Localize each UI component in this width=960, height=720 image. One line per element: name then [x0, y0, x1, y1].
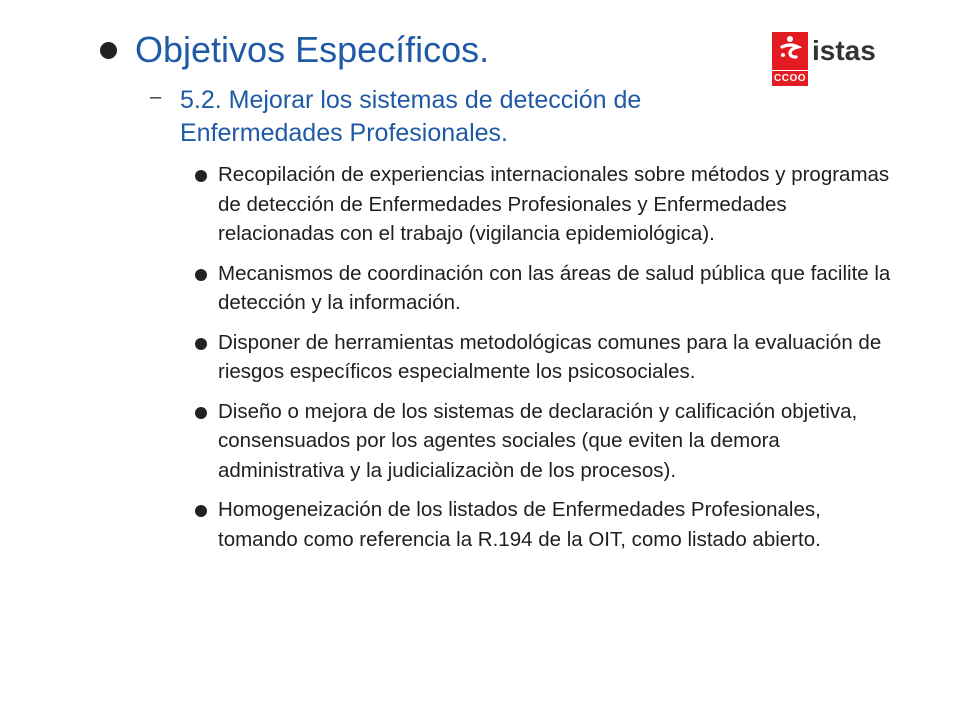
list-item [195, 160, 895, 249]
dash-marker: – [150, 86, 162, 108]
bullet-icon [195, 170, 207, 182]
logo-band-text: CCOO [772, 70, 808, 86]
slide-title: Objetivos Específicos. [135, 29, 490, 70]
bullet-list [195, 160, 895, 564]
istas-logo [772, 32, 884, 86]
list-item-text: Disponer de herramientas metodológicas comunes para la evaluación de riesgos específicos especialmente los psicosociales. [218, 330, 882, 383]
list-item-text: Diseño o mejora de los sistemas de declaración y calificación objetiva, consensuados por los agentes sociales (que eviten la demora administrativa y la judicializaciòn de los procesos). [218, 399, 858, 482]
list-item [195, 495, 895, 554]
list-item [195, 397, 895, 486]
list-item-text: Homogeneización de los listados de Enfermedades Profesionales, tomando como referencia la R.194 de la OIT, como listado abierto. [218, 498, 821, 551]
logo-symbol-icon [778, 35, 802, 61]
list-item [195, 259, 895, 318]
istas-logo-icon [772, 32, 808, 86]
bullet-icon [195, 338, 207, 350]
subsection-heading: 5.2. Mejorar los sistemas de detección de Enfermedades Profesionales. [180, 86, 642, 147]
subsection-row [150, 84, 790, 150]
bullet-icon [195, 505, 207, 517]
list-item [195, 328, 895, 387]
bullet-icon [100, 42, 117, 59]
list-item-text: Mecanismos de coordinación con las áreas de salud pública que facilite la detección y la información. [218, 261, 891, 314]
list-item-text: Recopilación de experiencias internacionales sobre métodos y programas de detección de Enfermedades Profesionales y Enfermedades relacionadas con el trabajo (vigilancia epidemiológica). [218, 163, 890, 245]
logo-name: istas [812, 35, 876, 66]
title-row [100, 26, 489, 74]
bullet-icon [195, 269, 207, 281]
bullet-icon [195, 407, 207, 419]
